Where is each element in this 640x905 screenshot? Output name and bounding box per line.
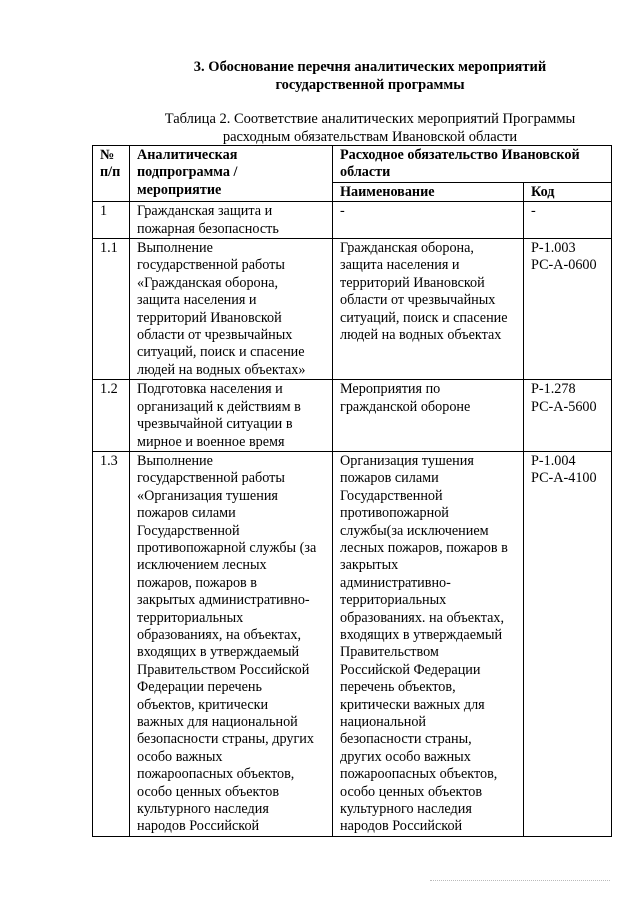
cell-name-line: национальной (340, 714, 427, 730)
cell-name-line: Государственной (340, 487, 443, 504)
cell-name-line: административно- (340, 574, 451, 591)
cell-activity-line: «Гражданская оборона, (137, 274, 279, 291)
header-obligation-line: Расходное обязательство Ивановской (340, 147, 580, 163)
cell-activity-line: Федерации перечень (137, 679, 262, 696)
cell-name-line: пожаров силами (340, 470, 439, 487)
cell-name-line: - (340, 203, 345, 220)
header-name-line: Наименование (340, 183, 435, 200)
cell-name (333, 239, 524, 380)
cell-name-line: Организация тушения (340, 452, 474, 469)
cell-activity-line: объектов, критически (137, 696, 269, 713)
header-code (524, 182, 612, 201)
cell-activity-line: ситуаций, поиск и спасение (137, 344, 305, 361)
cell-activity-line: области от чрезвычайных (137, 327, 293, 344)
cell-name-line: образованиях. на объектах, (340, 609, 505, 626)
cell-activity-line: территорий Ивановской (137, 309, 282, 326)
cell-activity-line: противопожарной службы (за (137, 539, 317, 556)
cell-activity-line: безопасности страны, других (137, 731, 314, 748)
cell-activity-line: народов Российской (137, 818, 260, 835)
cell-name-line: критически важных для (340, 696, 485, 713)
cell-num (93, 239, 130, 380)
section-heading-line: государственной программы (275, 77, 465, 93)
cell-code-line: РС-А-5600 (531, 398, 597, 415)
cell-name-line: Российской Федерации (340, 661, 481, 678)
cell-name-line: службы(за исключением (340, 522, 489, 539)
cell-name-line: гражданской обороне (340, 398, 471, 415)
cell-num (93, 380, 130, 452)
table-caption-line: расходным обязательствам Ивановской области (222, 129, 518, 145)
cell-code-line: Р-1.003 (531, 240, 576, 257)
cell-activity-line: пожаров силами (137, 505, 236, 522)
cell-activity (130, 202, 333, 239)
cell-activity-line: пожароопасных объектов, (137, 766, 295, 783)
cell-activity (130, 239, 333, 380)
cell-name-line: народов Российской (340, 818, 463, 835)
cell-name-line: территориальных (340, 592, 447, 609)
cell-code-line: РС-А-0600 (531, 257, 597, 274)
cell-code (524, 451, 612, 836)
cell-name-line: закрытых (340, 557, 399, 574)
cell-code-line: - (531, 203, 536, 220)
page-edge-divider (430, 880, 610, 882)
cell-num-line: 1.2 (100, 381, 118, 398)
cell-name-line: защита населения и (340, 257, 460, 274)
cell-activity (130, 451, 333, 836)
header-obligation-line: области (340, 164, 391, 181)
cell-code-line: Р-1.004 (531, 452, 576, 469)
cell-activity-line: Государственной (137, 522, 240, 539)
section-heading-line: 3. Обоснование перечня аналитических мероприятий (193, 59, 547, 75)
header-num-line: № (100, 147, 115, 163)
cell-activity-line: особо ценных объектов (137, 783, 280, 800)
cell-activity-line: «Организация тушения (137, 487, 278, 504)
cell-activity-line: культурного наследия (137, 801, 269, 818)
cell-num-line: 1 (100, 203, 108, 220)
cell-activity-line: Правительством Российской (137, 661, 310, 678)
table-header-row (93, 146, 612, 183)
cell-name-line: безопасности страны, (340, 731, 472, 748)
table-row (93, 380, 612, 452)
cell-name-line: Правительством (340, 644, 439, 661)
cell-activity-line: Гражданская защита и (137, 203, 273, 220)
cell-num-line: 1.3 (100, 452, 118, 469)
cell-code (524, 202, 612, 239)
cell-name-line: Мероприятия по (340, 381, 441, 398)
cell-activity-line: пожаров, пожаров в (137, 574, 257, 591)
header-name (333, 182, 524, 201)
cell-code (524, 380, 612, 452)
header-activity-line: Аналитическая (137, 147, 238, 163)
cell-activity-line: образованиях, на объектах, (137, 626, 302, 643)
table-row (93, 202, 612, 239)
cell-name-line: входящих в утверждаемый (340, 626, 503, 643)
header-num-line: п/п (100, 164, 121, 181)
cell-num (93, 202, 130, 239)
cell-code-line: РС-А-4100 (531, 470, 597, 487)
cell-activity-line: мирное и военное время (137, 433, 285, 450)
cell-num-line: 1.1 (100, 240, 118, 257)
header-num (93, 146, 130, 202)
cell-activity-line: исключением лесных (137, 557, 267, 574)
header-activity-line: подпрограмма / (137, 164, 238, 181)
cell-activity (130, 380, 333, 452)
table-caption-line: Таблица 2. Соответствие аналитических мероприятий Программы (164, 111, 576, 127)
cell-name-line: особо ценных объектов (340, 783, 483, 800)
cell-name-line: области от чрезвычайных (340, 292, 496, 309)
cell-name-line: лесных пожаров, пожаров в (340, 539, 508, 556)
header-obligation (333, 146, 612, 183)
cell-name (333, 202, 524, 239)
cell-activity-line: закрытых административно- (137, 592, 310, 609)
header-activity (130, 146, 333, 202)
cell-activity-line: территориальных (137, 609, 244, 626)
cell-name-line: территорий Ивановской (340, 274, 485, 291)
cell-num (93, 451, 130, 836)
cell-activity-line: Выполнение (137, 452, 213, 469)
cell-activity-line: людей на водных объектах» (137, 361, 306, 378)
cell-name-line: противопожарной (340, 505, 449, 522)
cell-activity-line: Выполнение (137, 240, 213, 257)
cell-name-line: Гражданская оборона, (340, 240, 474, 257)
cell-activity-line: Подготовка населения и (137, 381, 283, 398)
cell-activity-line: входящих в утверждаемый (137, 644, 300, 661)
header-activity-line: мероприятие (137, 181, 222, 198)
cell-name-line: перечень объектов, (340, 679, 456, 696)
cell-activity-line: чрезвычайной ситуации в (137, 416, 293, 433)
cell-activity-line: защита населения и (137, 292, 257, 309)
cell-activity-line: организаций к действиям в (137, 398, 301, 415)
cell-name (333, 380, 524, 452)
section-heading (150, 58, 590, 94)
cell-name-line: людей на водных объектах (340, 327, 502, 344)
cell-activity-line: особо важных (137, 748, 223, 765)
cell-activity-line: пожарная безопасность (137, 220, 279, 237)
cell-activity-line: государственной работы (137, 257, 285, 274)
table-row (93, 451, 612, 836)
cell-name-line: ситуаций, поиск и спасение (340, 309, 508, 326)
table-row (93, 239, 612, 380)
cell-code-line: Р-1.278 (531, 381, 576, 398)
obligations-table (92, 145, 612, 837)
header-code-line: Код (531, 183, 555, 200)
table-caption (140, 110, 600, 146)
cell-activity-line: государственной работы (137, 470, 285, 487)
cell-name-line: пожароопасных объектов, (340, 766, 498, 783)
cell-name-line: других особо важных (340, 748, 471, 765)
cell-name-line: культурного наследия (340, 801, 472, 818)
cell-name (333, 451, 524, 836)
cell-code (524, 239, 612, 380)
cell-activity-line: важных для национальной (137, 714, 298, 730)
